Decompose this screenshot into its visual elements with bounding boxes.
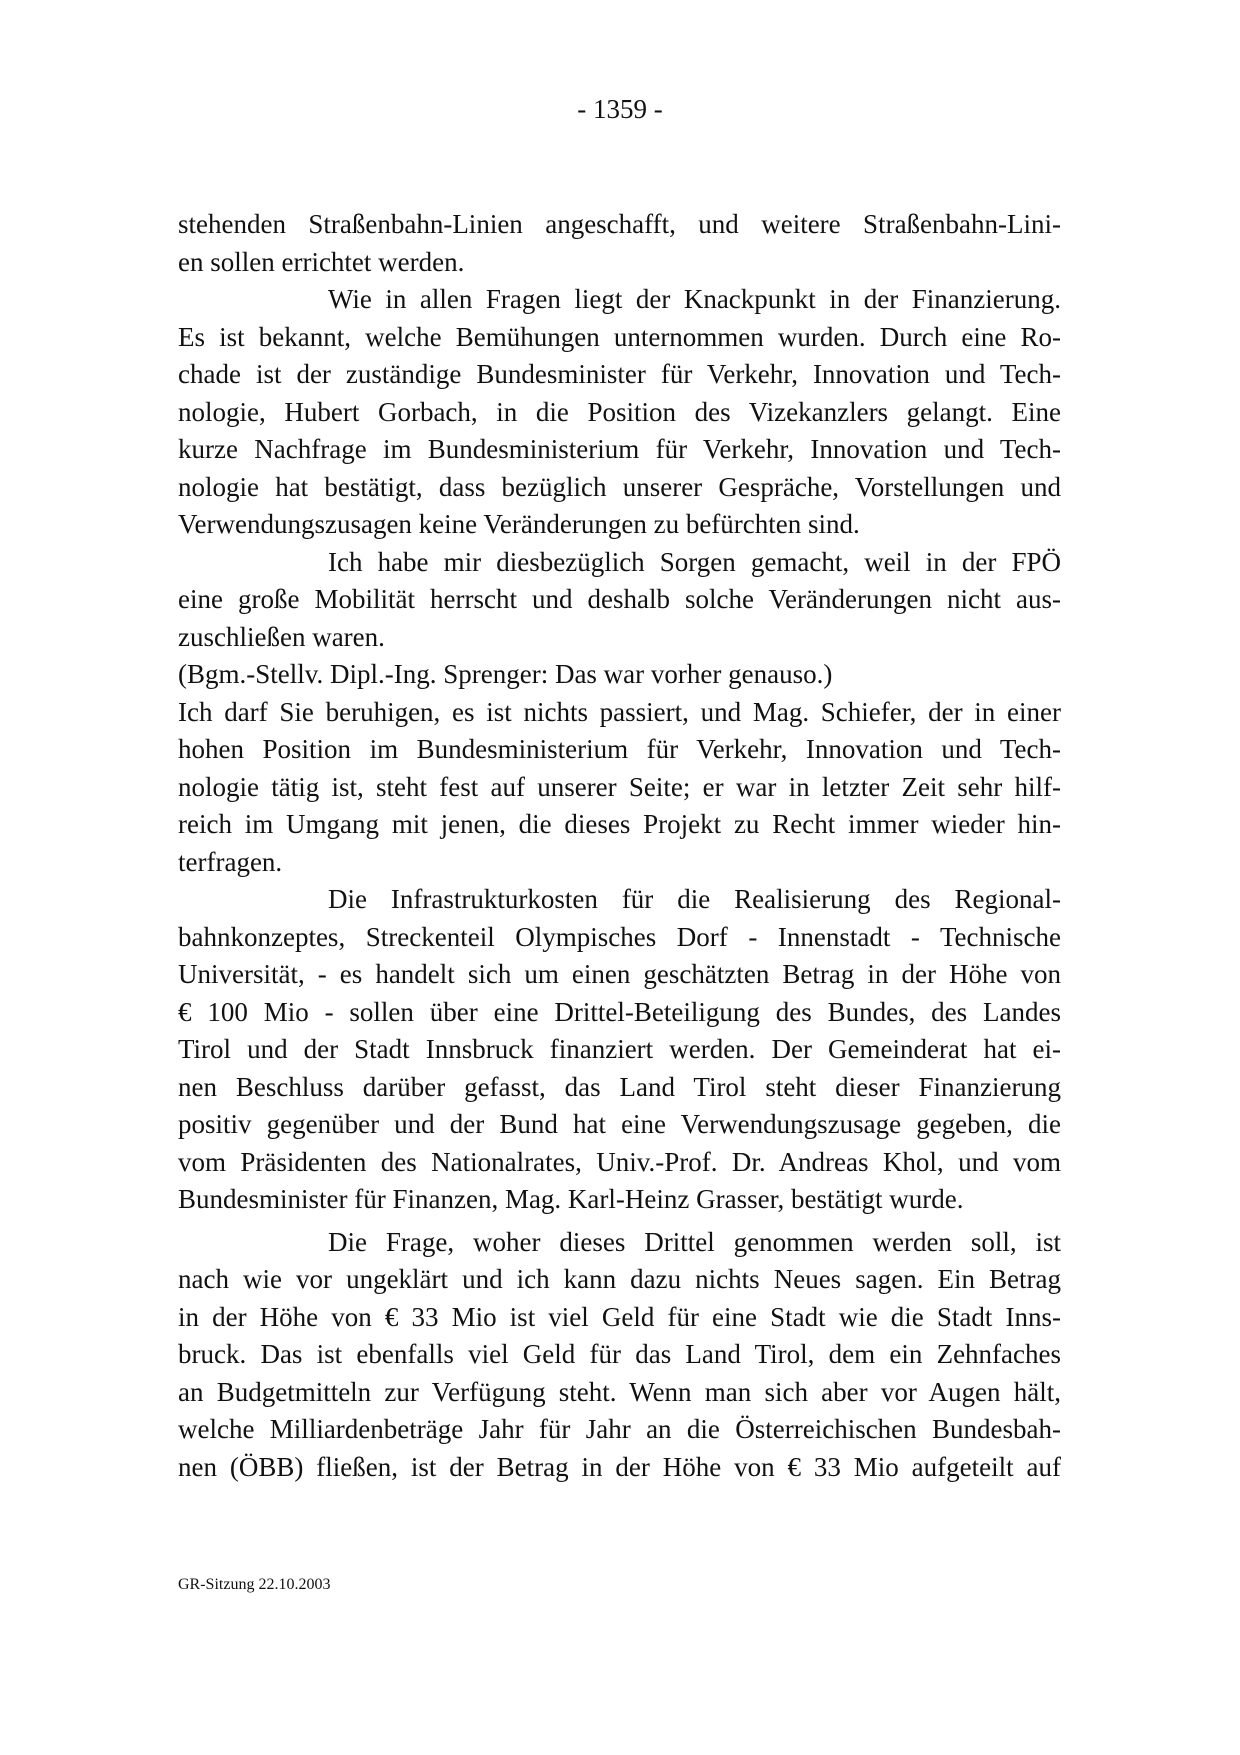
paragraph: [178, 881, 1061, 1219]
text-line: (Bgm.-Stellv. Dipl.-Ing. Sprenger: Das war vorher genauso.): [178, 659, 833, 689]
text-line: nologie, Hubert Gorbach, in die Position des Vizekanzlers gelangt. Eine: [178, 396, 1061, 427]
text-line: Universität, - es handelt sich um einen geschätzten Betrag in der Höhe von: [178, 959, 1061, 989]
paragraph: [178, 544, 1061, 657]
text-line: in der Höhe von € 33 Mio ist viel Geld für eine Stadt wie die Stadt Inns-: [178, 1301, 1061, 1332]
text-line: Es ist bekannt, welche Bemühungen unternommen wurden. Durch eine Ro-: [178, 321, 1061, 352]
text-line: nen (ÖBB) fließen, ist der Betrag in der Höhe von € 33 Mio aufgeteilt auf: [178, 1451, 1061, 1482]
text-line: reich im Umgang mit jenen, die dieses Projekt zu Recht immer wieder hin-: [178, 809, 1061, 839]
page-number: - 1359 -: [577, 94, 663, 124]
text-line: bruck. Das ist ebenfalls viel Geld für das Land Tirol, dem ein Zehnfaches: [178, 1339, 1061, 1369]
text-line: an Budgetmitteln zur Verfügung steht. Wenn man sich aber vor Augen hält,: [178, 1376, 1061, 1407]
text-line: Verwendungszusagen keine Veränderungen zu befürchten sind.: [178, 509, 860, 539]
text-line: Die Frage, woher dieses Drittel genommen werden soll, ist: [328, 1226, 1061, 1257]
text-line: vom Präsidenten des Nationalrates, Univ.-Prof. Dr. Andreas Khol, und vom: [178, 1146, 1061, 1177]
text-line: terfragen.: [178, 846, 283, 877]
text-line: Ich darf Sie beruhigen, es ist nichts passiert, und Mag. Schiefer, der in einer: [178, 696, 1061, 727]
text-line: € 100 Mio - sollen über eine Drittel-Beteiligung des Bundes, des Landes: [178, 996, 1061, 1027]
text-line: bahnkonzeptes, Streckenteil Olympisches Dorf - Innenstadt - Technische: [178, 921, 1061, 952]
text-line: Die Infrastrukturkosten für die Realisierung des Regional-: [328, 884, 1061, 914]
paragraph: [178, 1224, 1061, 1487]
text-line: zuschließen waren.: [178, 621, 385, 652]
interjection: [178, 656, 1061, 694]
text-line: hohen Position im Bundesministerium für Verkehr, Innovation und Tech-: [178, 734, 1061, 764]
text-line: en sollen errichtet werden.: [178, 246, 465, 277]
text-line: chade ist der zuständige Bundesminister für Verkehr, Innovation und Tech-: [178, 359, 1061, 389]
text-line: stehenden Straßenbahn-Linien angeschafft, und weitere Straßenbahn-Lini-: [178, 209, 1061, 239]
paragraph: [178, 206, 1061, 281]
paragraph: [178, 694, 1061, 882]
text-line: Ich habe mir diesbezüglich Sorgen gemacht, weil in der FPÖ: [328, 546, 1061, 577]
document-body: [178, 206, 1061, 1486]
text-line: positiv gegenüber und der Bund hat eine Verwendungszusage gegeben, die: [178, 1109, 1061, 1139]
footer-session-date: GR-Sitzung 22.10.2003: [178, 1576, 331, 1593]
text-line: nologie hat bestätigt, dass bezüglich unserer Gespräche, Vorstellungen und: [178, 471, 1061, 502]
text-line: nach wie vor ungeklärt und ich kann dazu nichts Neues sagen. Ein Betrag: [178, 1264, 1061, 1294]
text-line: kurze Nachfrage im Bundesministerium für Verkehr, Innovation und Tech-: [178, 434, 1061, 464]
text-line: nen Beschluss darüber gefasst, das Land Tirol steht dieser Finanzierung: [178, 1071, 1061, 1102]
paragraph: [178, 281, 1061, 544]
text-line: welche Milliardenbeträge Jahr für Jahr an die Österreichischen Bundesbah-: [178, 1414, 1061, 1444]
text-line: eine große Mobilität herrscht und deshalb solche Veränderungen nicht aus-: [178, 584, 1061, 614]
text-line: Bundesminister für Finanzen, Mag. Karl-Heinz Grasser, bestätigt wurde.: [178, 1184, 964, 1214]
text-line: Tirol und der Stadt Innsbruck finanziert werden. Der Gemeinderat hat ei-: [178, 1034, 1061, 1064]
text-line: nologie tätig ist, steht fest auf unserer Seite; er war in letzter Zeit sehr hilf-: [178, 771, 1061, 802]
text-line: Wie in allen Fragen liegt der Knackpunkt in der Finanzierung.: [328, 284, 1061, 314]
